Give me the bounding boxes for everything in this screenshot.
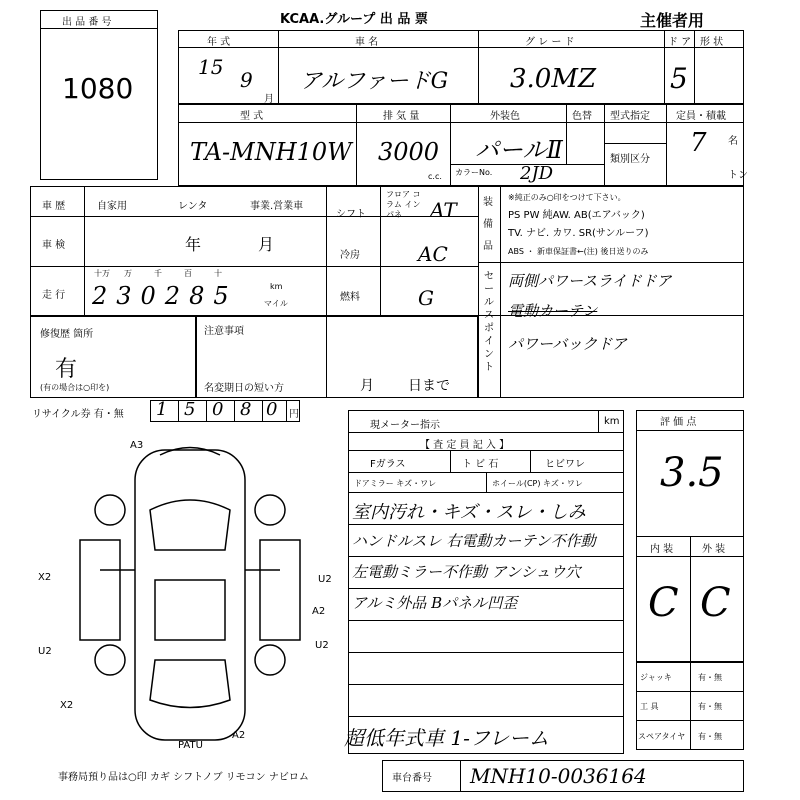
ac-value: AC — [418, 242, 448, 266]
month-value: 9 — [240, 68, 253, 92]
recycle-digits — [150, 400, 300, 422]
capacity-unit: 名 — [728, 136, 738, 147]
interior-label: 内 装 — [650, 544, 674, 555]
sales-point-1: 両側パワースライドドア — [508, 272, 672, 290]
color-no-label: カラーNo. — [455, 168, 493, 177]
diagram-mark-u2-left: U2 — [38, 646, 52, 657]
displacement-label: 排 気 量 — [383, 111, 420, 122]
model-value: TA-MNH10W — [190, 138, 352, 166]
inspector-footer: 超低年式車 1-フレーム — [344, 726, 550, 750]
notes-month: 月 — [360, 378, 374, 394]
repaint-label: 色替 — [572, 111, 592, 122]
mile-option: マイル — [264, 299, 288, 308]
color-label: 外装色 — [490, 111, 520, 122]
diagram-mark-a3: A3 — [130, 440, 144, 451]
mileage-value: 230285 — [92, 282, 238, 310]
sales-point-3: パワーバックドア — [508, 335, 627, 353]
remark-1: 室内汚れ・キズ・スレ・しみ — [352, 502, 586, 523]
repair-label: 修復歴 箇所 — [40, 329, 94, 340]
equipment-line3: ABS ・ 新車保証書←(注) 後日送りのみ — [508, 247, 649, 256]
category-label: 類別区分 — [610, 154, 650, 165]
diagram-mark-patu: PATU — [178, 740, 203, 751]
equipment-note: ※純正のみ○印をつけて下さい。 — [508, 193, 626, 202]
car-name: アルファードG — [300, 69, 449, 94]
equipment-line1: PS PW 純AW. AB(エアバック) — [508, 210, 645, 221]
color-no-value: 2JD — [520, 163, 554, 184]
capacity-label: 定員・積載 — [676, 111, 726, 122]
diagram-mark-x2-bottom: X2 — [60, 700, 74, 711]
km-option: km — [270, 282, 283, 291]
lot-number: 1080 — [62, 72, 134, 105]
history-rental: レンタ — [178, 201, 208, 212]
model-spec-label: 型式指定 — [610, 111, 650, 122]
diagram-mark-u2-right: U2 — [318, 574, 332, 585]
jack-label: ジャッキ — [640, 673, 672, 682]
shift-options: フロア コラム インパネ — [386, 190, 421, 219]
crack-label: ヒビワレ — [545, 459, 585, 470]
yen-label: 円 — [289, 409, 299, 420]
month-unit: 月 — [264, 94, 274, 105]
car-name-label: 車 名 — [355, 37, 379, 48]
cc-label: c.c. — [428, 172, 442, 181]
year-value: 15 — [198, 55, 224, 79]
grade-label: グ レ ー ド — [525, 37, 575, 48]
diagram-mark-a2-right: A2 — [312, 606, 326, 617]
interior-value: C — [648, 580, 679, 626]
notes-label: 注意事項 — [204, 326, 244, 337]
chip-label: ト ビ 石 — [462, 459, 499, 470]
tools-option: 有・無 — [698, 702, 722, 711]
capacity-value: 7 — [690, 128, 707, 158]
form-title: KCAA.グループ 出 品 票 — [280, 12, 428, 27]
short-label: 名変期日の短い方 — [204, 383, 284, 394]
spare-option: 有・無 — [698, 732, 722, 741]
repair-value: 有 — [55, 357, 78, 382]
lot-label: 出 品 番 号 — [62, 17, 112, 28]
history-commercial: 事業.営業車 — [250, 201, 304, 212]
inspector-label: 【 査 定 員 記 入 】 — [420, 440, 510, 451]
recycle-label: リサイクル券 有・無 — [32, 409, 124, 420]
tools-label: 工 具 — [640, 702, 659, 711]
shift-label: シフト — [336, 209, 366, 220]
shape-label: 形 状 — [700, 37, 724, 48]
diagram-mark-u2-lower: U2 — [315, 640, 329, 651]
diagram-mark-a2-bottom: A2 — [232, 730, 246, 741]
mirror-label: ドアミラー キズ・ワレ — [354, 479, 437, 488]
model-label: 型 式 — [240, 111, 264, 122]
remark-4: アルミ外品 Bパネル凹歪 — [352, 594, 518, 612]
jack-option: 有・無 — [698, 673, 722, 682]
fuel-value: G — [418, 286, 434, 310]
equipment-label: 装備品 — [483, 197, 493, 252]
inspection-month: 月 — [258, 235, 275, 254]
chassis-label: 車台番号 — [392, 773, 432, 784]
equipment-line2: TV. ナビ. カワ. SR(サンルーフ) — [508, 228, 649, 239]
meter-label: 現メーター指示 — [370, 420, 440, 431]
ton-unit: トン — [728, 170, 748, 181]
inspection-label: 車 検 — [42, 240, 66, 251]
displacement-value: 3000 — [378, 138, 440, 166]
chassis-value: MNH10-0036164 — [470, 764, 647, 788]
fuel-label: 燃料 — [340, 292, 360, 303]
office-items: 事務局預り品は○印 カギ シフトノブ リモコン ナビロム — [58, 772, 309, 783]
sales-points-label: セールスポイント — [484, 271, 494, 373]
vehicle-row1 — [178, 30, 744, 104]
ac-label: 冷房 — [340, 250, 360, 261]
score-label: 評 価 点 — [660, 417, 697, 428]
spare-label: スペアタイヤ — [638, 732, 686, 741]
color-value: パールⅡ — [475, 136, 563, 164]
organizer-label: 主催者用 — [640, 11, 705, 30]
car-diagram — [40, 430, 340, 750]
doors-value: 5 — [670, 62, 688, 95]
history-label: 車 歴 — [42, 201, 66, 212]
sales-point-2: 電動カーテン — [508, 302, 598, 320]
wheel-label: ホイール(CP) キズ・ワレ — [492, 479, 583, 488]
inspection-year: 年 — [185, 235, 202, 254]
notes-day: 日まで — [408, 378, 450, 394]
exterior-label: 外 装 — [702, 544, 726, 555]
doors-label: ド ア — [668, 37, 692, 48]
mileage-label: 走 行 — [42, 290, 66, 301]
diagram-mark-x2-left: X2 — [38, 572, 52, 583]
shift-value: AT — [430, 198, 457, 222]
meter-km: km — [604, 416, 620, 427]
exterior-value: C — [700, 580, 731, 626]
glass-label: Fガラス — [370, 459, 406, 470]
history-private: 自家用 — [97, 201, 127, 212]
repair-note: (有の場合は○印を) — [40, 383, 110, 392]
year-label: 年 式 — [207, 37, 231, 48]
remark-2: ハンドルスレ 右電動カーテン不作動 — [352, 532, 596, 550]
score-value: 3.5 — [660, 450, 724, 496]
grade-value: 3.0MZ — [510, 64, 597, 94]
remark-3: 左電動ミラー不作動 アンシュウ穴 — [352, 563, 581, 581]
